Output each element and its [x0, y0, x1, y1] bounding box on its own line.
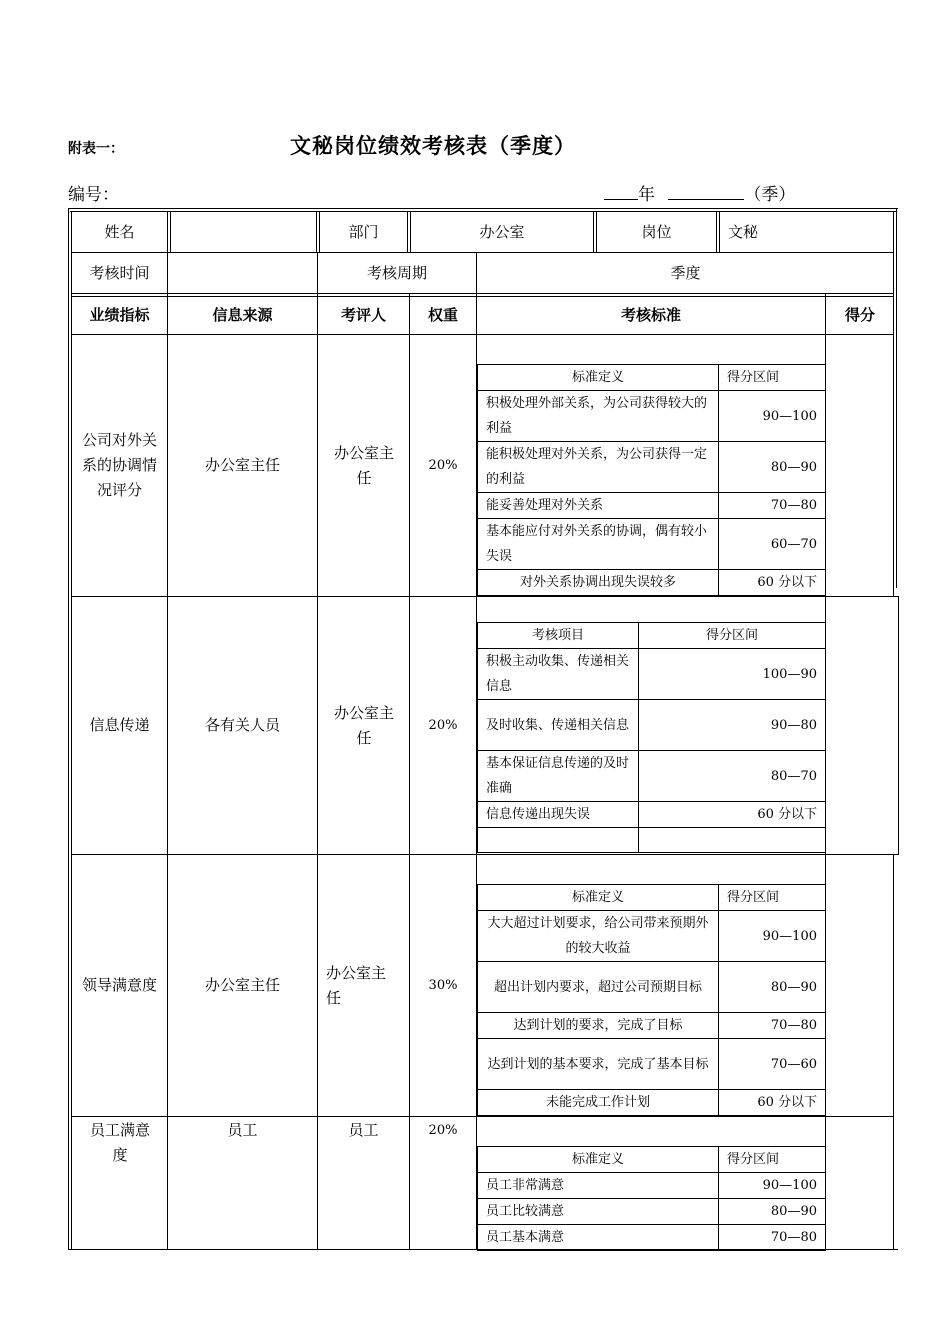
col-standard: 考核标准	[620, 306, 681, 324]
standard-table	[477, 364, 826, 596]
std-range: 90—100	[719, 1173, 826, 1199]
period-field	[604, 180, 795, 205]
std-range: 70—80	[719, 1013, 826, 1039]
rater-cell: 办公室主任	[326, 963, 387, 1007]
col-weight: 权重	[427, 306, 458, 324]
post-value: 文秘	[728, 222, 759, 241]
indicator-cell: 员工满意度	[90, 1121, 151, 1164]
std-header-range: 得分区间	[719, 365, 826, 391]
cycle-value: 季度	[670, 263, 701, 282]
weight-cell: 30%	[428, 978, 458, 993]
std-empty-cell	[639, 828, 826, 853]
std-range: 100—90	[639, 649, 826, 700]
weight-cell: 20%	[428, 718, 458, 733]
year-blank	[604, 185, 638, 200]
std-text: 超出计划内要求，超过公司预期目标	[478, 962, 719, 1013]
source-cell: 办公室主任	[204, 976, 280, 994]
rater-cell: 员工	[348, 1121, 379, 1139]
std-header-range: 得分区间	[719, 1147, 826, 1173]
std-range: 90—100	[719, 911, 826, 962]
std-text: 基本能应付对外关系的协调，偶有较小失误	[478, 519, 719, 570]
std-range: 60 分以下	[639, 802, 826, 828]
std-text: 对外关系协调出现失误较多	[478, 570, 719, 596]
col-source: 信息来源	[212, 306, 273, 324]
dept-value: 办公室	[479, 222, 525, 241]
std-text: 及时收集、传递相关信息	[478, 700, 639, 751]
std-range: 90—100	[719, 391, 826, 442]
std-text: 信息传递出现失误	[478, 802, 639, 828]
std-range: 80—90	[719, 442, 826, 493]
appendix-label: 附表一：	[68, 141, 124, 157]
source-cell: 办公室主任	[204, 456, 280, 474]
rater-cell: 办公室主任	[334, 443, 395, 487]
std-text: 积极处理外部关系，为公司获得较大的利益	[478, 391, 719, 442]
serial-number-label: 编号：	[68, 185, 119, 205]
std-range: 80—90	[719, 1199, 826, 1225]
indicator-cell: 领导满意度	[81, 976, 157, 994]
year-label: 年	[638, 185, 655, 205]
std-text: 基本保证信息传递的及时准确	[478, 751, 639, 802]
post-label: 岗位	[641, 222, 672, 241]
std-text: 达到计划的要求，完成了目标	[478, 1013, 719, 1039]
std-range: 80—70	[639, 751, 826, 802]
std-header-range: 得分区间	[639, 623, 826, 649]
col-indicator: 业绩指标	[89, 306, 150, 324]
cycle-label: 考核周期	[366, 263, 427, 282]
time-value[interactable]	[168, 253, 317, 293]
indicator-cell: 信息传递	[89, 716, 150, 734]
std-range: 60 分以下	[719, 1090, 826, 1116]
std-text: 达到计划的基本要求，完成了基本目标	[478, 1039, 719, 1090]
std-text: 员工基本满意	[478, 1225, 719, 1251]
std-text: 员工非常满意	[478, 1173, 719, 1199]
col-rater: 考评人	[340, 306, 386, 324]
std-range: 70—80	[719, 1225, 826, 1251]
name-label: 姓名	[104, 222, 135, 241]
form-title: 文秘岗位绩效考核表（季度）	[290, 133, 576, 158]
std-range: 80—90	[719, 962, 826, 1013]
source-cell: 各有关人员	[204, 716, 280, 734]
standard-table	[477, 1146, 826, 1251]
std-text: 能积极处理对外关系，为公司获得一定的利益	[478, 442, 719, 493]
std-header-definition: 标准定义	[478, 365, 719, 391]
quarter-label: （季）	[744, 185, 796, 205]
source-cell: 员工	[227, 1121, 258, 1139]
std-text: 未能完成工作计划	[478, 1090, 719, 1116]
standard-table	[477, 884, 826, 1116]
indicator-cell: 公司对外关系的协调情况评分	[81, 431, 157, 499]
std-range: 70—80	[719, 493, 826, 519]
weight-cell: 20%	[428, 458, 458, 473]
std-text: 员工比较满意	[478, 1199, 719, 1225]
dept-label: 部门	[348, 222, 379, 241]
name-value[interactable]	[171, 212, 316, 252]
std-range: 60—70	[719, 519, 826, 570]
quarter-blank	[668, 185, 744, 200]
time-label: 考核时间	[89, 263, 150, 282]
std-range: 70—60	[719, 1039, 826, 1090]
std-range: 60 分以下	[719, 570, 826, 596]
std-text: 大大超过计划要求，给公司带来预期外的较大收益	[478, 911, 719, 962]
std-header-item: 考核项目	[478, 623, 639, 649]
assessment-table	[68, 208, 898, 1250]
rater-cell: 办公室主任	[334, 703, 395, 747]
std-empty-cell	[478, 828, 639, 853]
col-score: 得分	[844, 306, 875, 324]
std-range: 90—80	[639, 700, 826, 751]
std-text: 能妥善处理对外关系	[478, 493, 719, 519]
std-header-definition: 标准定义	[478, 885, 719, 911]
std-header-definition: 标准定义	[478, 1147, 719, 1173]
std-header-range: 得分区间	[719, 885, 826, 911]
standard-table	[477, 622, 826, 853]
std-text: 积极主动收集、传递相关信息	[478, 649, 639, 700]
weight-cell: 20%	[428, 1123, 458, 1138]
